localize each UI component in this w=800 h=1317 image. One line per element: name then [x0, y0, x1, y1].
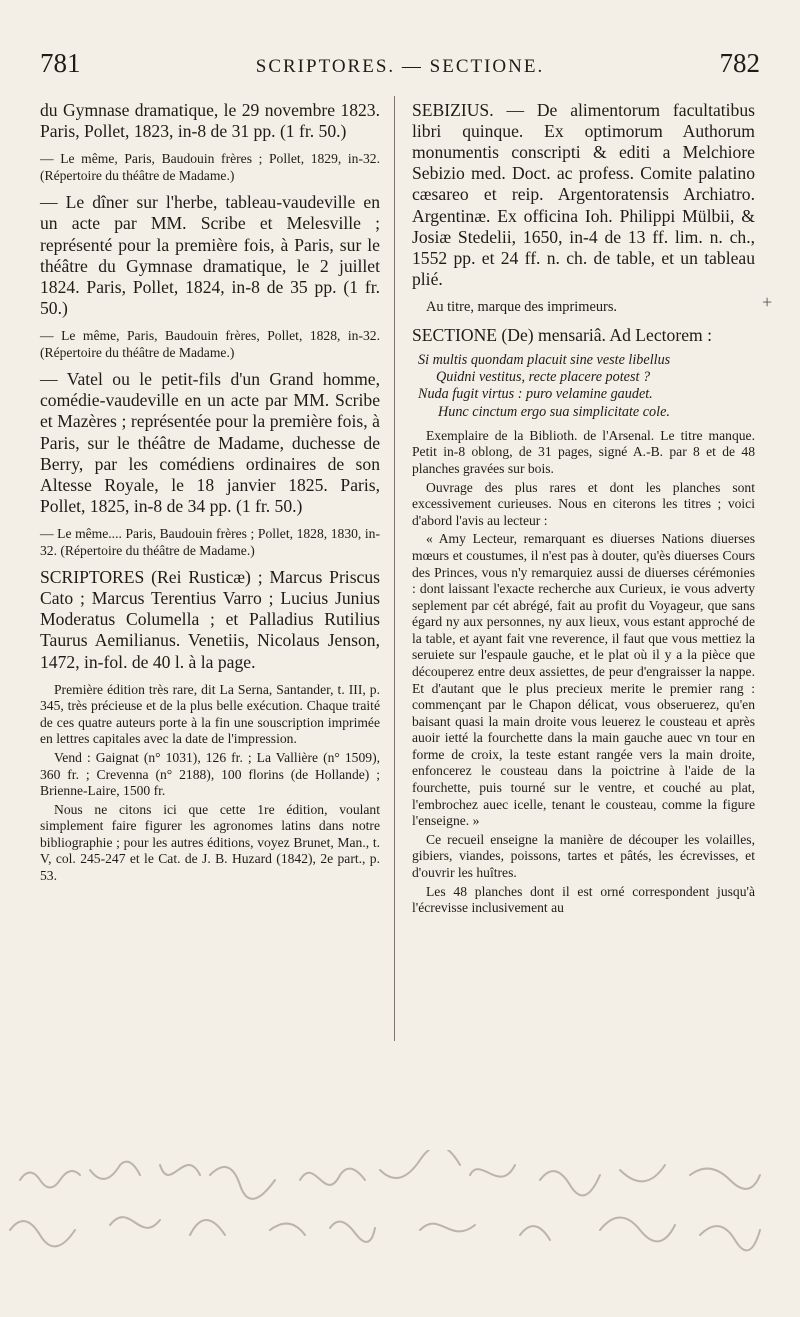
entry-note: Exemplaire de la Biblioth. de l'Arsenal. Le titre manque. Petit in-8 oblong, de 31 pages, signé A.-B. par 8 et de 48 planches gravées sur bois.	[412, 427, 755, 477]
entry-heading: SCRIPTORES (Rei Rusticæ) ; Marcus Priscus Cato ; Marcus Terentius Varro ; Lucius Junius Moderatus Columella ; et Palladius Rutilius Taurus Aemilianus. Venetiis, Nicolaus Jenson, 1472, in-fol. de 40 l. à la page.	[40, 567, 380, 672]
bleed-through-handwriting	[0, 1150, 800, 1270]
entry-paragraph: du Gymnase dramatique, le 29 novembre 1823. Paris, Pollet, 1823, in-8 de 31 pp. (1 fr. 50.)	[40, 100, 380, 142]
page-number-left: 781	[40, 48, 81, 78]
edition-note: — Le même, Paris, Baudouin frères ; Pollet, 1829, in-32. (Répertoire du théâtre de Madame.)	[40, 151, 380, 183]
verse-quote	[418, 352, 755, 421]
verse-line: Si multis quondam placuit sine veste libellus	[418, 351, 671, 368]
entry-heading: SEBIZIUS. — De alimentorum facultatibus libri quinque. Ex optimorum Authorum monumentis conscripti & editi a Melchiore Sebizio med. Doct. ac profess. Comite palatino cæsareo et reip. Argentoratensis Archiatro. Argentinæ. Ex officina Ioh. Philippi Mülbii, & Josiæ Stedelii, 1650, in-4 de 13 ff. lim. n. ch., 1552 pp. et 24 ff. n. ch. de table, et un tableau plié.	[412, 100, 755, 289]
left-column	[40, 100, 380, 893]
sales-note: Vend : Gaignat (n° 1031), 126 fr. ; La Vallière (n° 1509), 360 fr. ; Crevenna (n° 2188), 100 florins (de Hollande) ; Brienne-Laire, 1500 fr.	[40, 749, 380, 799]
entry-note: Les 48 planches dont il est orné correspondent jusqu'à l'écrevisse inclusivement au	[412, 883, 755, 916]
verse-line: Hunc cinctum ergo sua simplicitate cole.	[438, 403, 670, 420]
margin-cross-mark: +	[762, 292, 773, 312]
edition-note: — Le même.... Paris, Baudouin frères ; Pollet, 1828, 1830, in-32. (Répertoire du théâtre de Madame.)	[40, 525, 380, 558]
right-column	[412, 100, 755, 925]
entry-note: Ouvrage des plus rares et dont les planches sont excessivement curieuses. Nous en citerons les titres ; voici d'abord l'avis au lecteur :	[412, 479, 755, 528]
page-number-right: 782	[719, 48, 760, 78]
entry-note: Au titre, marque des imprimeurs.	[426, 298, 618, 315]
page-header	[40, 48, 760, 88]
quoted-notice: « Amy Lecteur, remarquant es diuerses Nations diuerses mœurs et coustumes, il n'est pas à douter, qu'ès diuerses Cours des Princes, vous n'y remarquiez aussi de diuerses cérémonies : dont laissant l'exacte recherche aux Curieux, ie vous adverty seplement par cét abrégé, fait au profit du Voyageur, que sans égard ny aux personnes, ny aux lieux, vous estant approché de la table, et ayant fait vne reverence, il faut que vous mettiez la seruiete sur l'espaule gauche, et le plat où il y a la pièce que découperez entre deux assiettes, de peur d'engraisser la nappe. Et d'autant que le plus precieux merite le premier rang : commençant par le Chapon délicat, vous obseruerez, qu'en baisant quasi la main droite vous leuerez le cousteau et après auoir ietté la fourchette dans la main gauche auec vn tour en forme de croix, la teste estant rangée vers la main droite, enfoncerez le cousteau dans la poictrine à l'aide de la fourchette, puis tourné sur le ventre, et couché au plat, l'embrochez auec icelle, tenant le cousteau, comme la figure l'enseigne. »	[412, 531, 755, 829]
verse-line: Nuda fugit virtus : puro velamine gaudet.	[418, 386, 653, 403]
entry-paragraph: — Vatel ou le petit-fils d'un Grand homme, comédie-vaudeville en un acte par MM. Scribe et Mazères ; représentée pour la première fois, à Paris, sur le théâtre de Madame, duchesse de Berry, par les comédiens ordinaires de son Altesse Royale, le 18 janvier 1825. Paris, Pollet, 1825, in-8 de 34 pp. (1 fr. 50.)	[40, 369, 380, 516]
entry-note: Ce recueil enseigne la manière de découper les volailles, gibiers, viandes, poissons, tartes et pâtés, les écrevisses, et d'ouvrir les huîtres.	[412, 831, 755, 880]
entry-heading: SECTIONE (De) mensariâ. Ad Lectorem :	[412, 324, 712, 345]
edition-note: — Le même, Paris, Baudouin frères, Pollet, 1828, in-32. (Répertoire du théâtre de Madame.)	[40, 328, 380, 360]
entry-note: Nous ne citons ici que cette 1re édition, voulant simplement faire figurer les agronomes latins dans notre bibliographie ; pour les autres éditions, voyez Brunet, Man., t. V, col. 245-247 et le Cat. de J. B. Huzard (1842), 2e part., p. 53.	[40, 801, 380, 884]
entry-paragraph: — Le dîner sur l'herbe, tableau-vaudeville en un acte par MM. Scribe et Melesville ; représenté pour la première fois, à Paris, sur le théâtre du Gymnase dramatique, le 2 juillet 1824. Paris, Pollet, 1824, in-8 de 35 pp. (1 fr. 50.)	[40, 192, 380, 318]
column-divider	[394, 96, 395, 1041]
verse-line: Quidni vestitus, recte placere potest ?	[436, 368, 651, 385]
running-title: SCRIPTORES. — SECTIONE.	[255, 56, 545, 77]
entry-note: Première édition très rare, dit La Serna, Santander, t. III, p. 345, très précieuse et de la plus belle exécution. Chaque traité de ces quatre auteurs porte à la fin une souscription imprimée en lettres capitales avec la date de l'impression.	[40, 681, 380, 747]
